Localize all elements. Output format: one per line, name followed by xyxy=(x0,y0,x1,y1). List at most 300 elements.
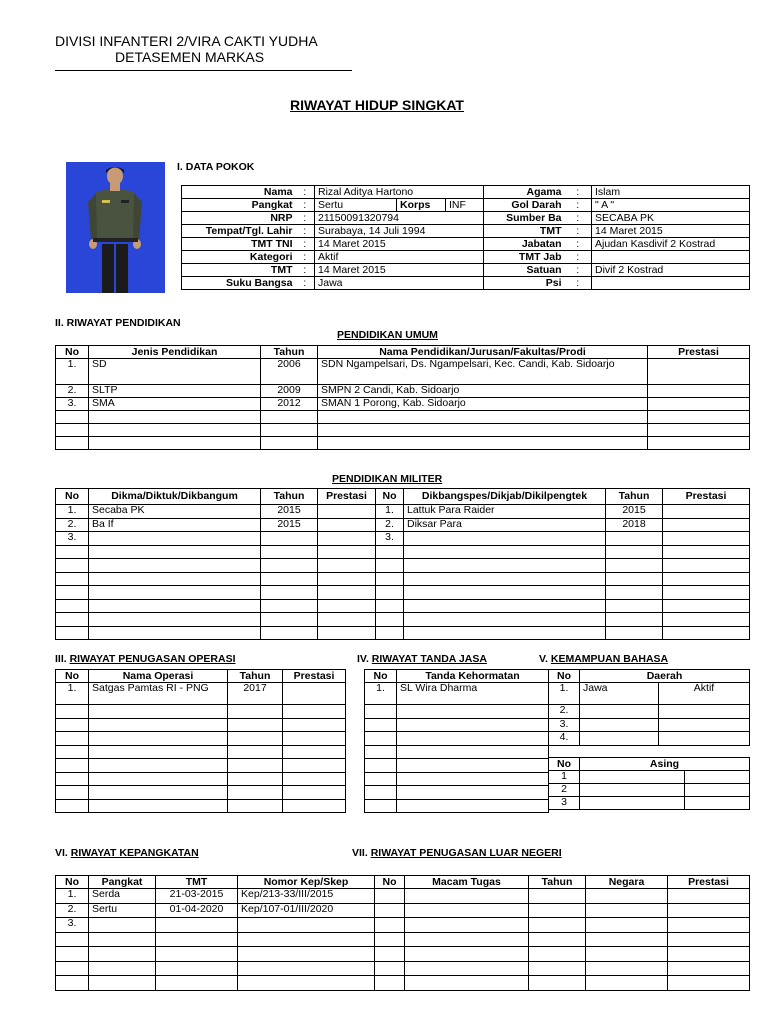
operasi-row xyxy=(56,786,346,800)
kepangkatan-cell xyxy=(89,947,156,962)
data-pokok-row xyxy=(182,264,750,277)
colon: : xyxy=(296,277,315,290)
kepangkatan-cell: 01-04-2020 xyxy=(156,903,238,918)
pendidikan-umum-header: Jenis Pendidikan xyxy=(89,346,261,359)
luar-negeri-row xyxy=(375,947,750,962)
section-luar-negeri-number: VII. xyxy=(352,847,371,859)
pendidikan-militer-cell: 2015 xyxy=(606,505,663,519)
bahasa-daerah-row xyxy=(549,718,750,732)
pendidikan-umum-cell: 2006 xyxy=(261,359,318,385)
pendidikan-umum-header: Tahun xyxy=(261,346,318,359)
kepangkatan-cell: Kep/107-01/III/2020 xyxy=(238,903,375,918)
pendidikan-militer-cell: 2. xyxy=(376,518,404,532)
luar-negeri-cell xyxy=(375,918,405,933)
kepangkatan-header: TMT xyxy=(156,876,238,889)
kepangkatan-cell: Kep/213-33/III/2015 xyxy=(238,889,375,904)
bahasa-daerah-cell xyxy=(580,718,659,732)
pendidikan-umum-cell: 2012 xyxy=(261,398,318,411)
pendidikan-militer-cell xyxy=(606,532,663,546)
pendidikan-militer-cell xyxy=(606,559,663,573)
pendidikan-militer-cell xyxy=(404,599,606,613)
pendidikan-militer-row xyxy=(56,586,750,600)
pendidikan-militer-cell: Ba If xyxy=(89,518,261,532)
field-value: 14 Maret 2015 xyxy=(315,238,484,251)
pendidikan-militer-cell xyxy=(663,572,750,586)
operasi-cell xyxy=(89,732,228,746)
tanda-jasa-row xyxy=(365,705,549,719)
luar-negeri-row xyxy=(375,903,750,918)
kepangkatan-cell xyxy=(156,947,238,962)
pendidikan-militer-cell xyxy=(404,626,606,640)
luar-negeri-cell xyxy=(375,932,405,947)
bahasa-daerah-header: Daerah xyxy=(580,670,750,683)
luar-negeri-cell xyxy=(405,961,529,976)
pendidikan-militer-cell xyxy=(261,599,318,613)
field-label: Pangkat xyxy=(182,199,296,212)
pendidikan-umum-cell xyxy=(318,437,648,450)
section-kepangkatan-label: RIWAYAT KEPANGKATAN xyxy=(70,847,199,859)
kepangkatan-cell xyxy=(56,976,89,991)
operasi-row xyxy=(56,759,346,773)
luar-negeri-cell xyxy=(668,918,750,933)
kepangkatan-row xyxy=(56,889,375,904)
bahasa-daerah-cell xyxy=(659,732,750,746)
luar-negeri-cell xyxy=(375,889,405,904)
tanda-jasa-cell xyxy=(397,772,549,786)
luar-negeri-cell xyxy=(405,976,529,991)
pendidikan-militer-cell xyxy=(89,545,261,559)
bahasa-asing-cell xyxy=(685,771,750,784)
pendidikan-militer-row xyxy=(56,505,750,519)
luar-negeri-cell xyxy=(375,903,405,918)
pendidikan-umum-cell: SDN Ngampelsari, Ds. Ngampelsari, Kec. Candi, Kab. Sidoarjo xyxy=(318,359,648,385)
pendidikan-militer-cell: 1. xyxy=(376,505,404,519)
kepangkatan-row xyxy=(56,961,375,976)
field-value: 14 Maret 2015 xyxy=(315,264,484,277)
field-value: Jawa xyxy=(315,277,484,290)
field-label: Agama xyxy=(484,186,565,199)
pendidikan-militer-row xyxy=(56,626,750,640)
luar-negeri-row xyxy=(375,932,750,947)
colon: : xyxy=(565,238,592,251)
colon: : xyxy=(565,186,592,199)
bahasa-daerah-cell xyxy=(580,732,659,746)
kepangkatan-row xyxy=(56,903,375,918)
pendidikan-umum-cell xyxy=(89,437,261,450)
bahasa-asing-cell: 1 xyxy=(549,771,580,784)
pendidikan-militer-header: Tahun xyxy=(606,489,663,505)
section-operasi-label: RIWAYAT PENUGASAN OPERASI xyxy=(69,653,236,665)
field-label: NRP xyxy=(182,212,296,225)
kepangkatan-cell xyxy=(238,932,375,947)
pendidikan-militer-cell xyxy=(261,545,318,559)
pendidikan-militer-cell xyxy=(89,532,261,546)
pendidikan-umum-cell: 2. xyxy=(56,385,89,398)
operasi-cell xyxy=(283,745,346,759)
kepangkatan-cell: Sertu xyxy=(89,903,156,918)
pendidikan-militer-row xyxy=(56,545,750,559)
data-pokok-row xyxy=(182,238,750,251)
pendidikan-militer-row xyxy=(56,559,750,573)
luar-negeri-header: Prestasi xyxy=(668,876,750,889)
pendidikan-militer-cell xyxy=(318,626,376,640)
luar-negeri-table xyxy=(374,875,750,991)
field-value: Sertu xyxy=(315,199,397,212)
luar-negeri-cell xyxy=(586,961,668,976)
luar-negeri-cell xyxy=(405,932,529,947)
pendidikan-militer-cell xyxy=(663,532,750,546)
operasi-cell xyxy=(228,759,283,773)
pendidikan-militer-cell xyxy=(318,599,376,613)
tanda-jasa-cell xyxy=(365,718,397,732)
pendidikan-militer-cell xyxy=(318,505,376,519)
tanda-jasa-header: Tanda Kehormatan xyxy=(397,670,549,683)
data-pokok-row xyxy=(182,225,750,238)
bahasa-daerah-cell xyxy=(580,705,659,719)
field-label: Kategori xyxy=(182,251,296,264)
pendidikan-militer-row xyxy=(56,613,750,627)
section-operasi-number: III. xyxy=(55,653,70,665)
operasi-cell: 2017 xyxy=(228,683,283,705)
soldier-portrait-icon xyxy=(66,162,165,293)
pendidikan-militer-cell: 2018 xyxy=(606,518,663,532)
bahasa-asing-row xyxy=(549,784,750,797)
kepangkatan-cell xyxy=(56,961,89,976)
bahasa-asing-row xyxy=(549,797,750,810)
pendidikan-militer-cell xyxy=(404,613,606,627)
pendidikan-militer-cell xyxy=(56,626,89,640)
luar-negeri-header: Tahun xyxy=(529,876,586,889)
luar-negeri-cell xyxy=(529,889,586,904)
pendidikan-militer-cell xyxy=(606,545,663,559)
pendidikan-militer-cell xyxy=(376,559,404,573)
kepangkatan-cell xyxy=(89,961,156,976)
pendidikan-militer-header: Dikbangspes/Dikjab/Dikilpengtek xyxy=(404,489,606,505)
pendidikan-umum-cell xyxy=(318,411,648,424)
bahasa-daerah-cell: 4. xyxy=(549,732,580,746)
pendidikan-umum-cell xyxy=(89,424,261,437)
operasi-cell xyxy=(228,772,283,786)
data-pokok-row xyxy=(182,199,750,212)
pendidikan-militer-cell xyxy=(606,626,663,640)
kepangkatan-table xyxy=(55,875,375,991)
document-title: RIWAYAT HIDUP SINGKAT xyxy=(290,97,464,113)
operasi-cell xyxy=(56,718,89,732)
field-label: Satuan xyxy=(484,264,565,277)
kepangkatan-cell xyxy=(89,976,156,991)
bahasa-asing-table xyxy=(548,757,750,810)
luar-negeri-cell xyxy=(586,903,668,918)
luar-negeri-cell xyxy=(586,932,668,947)
pendidikan-militer-header: Prestasi xyxy=(318,489,376,505)
kepangkatan-cell: 21-03-2015 xyxy=(156,889,238,904)
pendidikan-umum-cell xyxy=(261,437,318,450)
kepangkatan-cell: 2. xyxy=(56,903,89,918)
operasi-cell xyxy=(56,772,89,786)
pendidikan-umum-row xyxy=(56,359,750,385)
pendidikan-militer-cell xyxy=(663,559,750,573)
pendidikan-militer-cell xyxy=(261,626,318,640)
bahasa-asing-cell xyxy=(580,784,685,797)
data-pokok-row xyxy=(182,186,750,199)
bahasa-asing-cell: 3 xyxy=(549,797,580,810)
tanda-jasa-cell xyxy=(365,745,397,759)
pendidikan-militer-row xyxy=(56,599,750,613)
luar-negeri-cell xyxy=(529,947,586,962)
operasi-row xyxy=(56,683,346,705)
tanda-jasa-cell xyxy=(397,799,549,813)
colon: : xyxy=(296,251,315,264)
data-pokok-row xyxy=(182,212,750,225)
luar-negeri-cell xyxy=(668,889,750,904)
section-luar-negeri-label: RIWAYAT PENUGASAN LUAR NEGERI xyxy=(370,847,562,859)
pendidikan-militer-cell xyxy=(376,613,404,627)
operasi-row xyxy=(56,732,346,746)
pendidikan-umum-header: Prestasi xyxy=(648,346,750,359)
pendidikan-militer-cell xyxy=(56,572,89,586)
section-tanda-jasa-title xyxy=(357,653,487,665)
operasi-cell xyxy=(89,759,228,773)
pendidikan-umum-cell xyxy=(89,411,261,424)
pendidikan-militer-cell xyxy=(376,572,404,586)
pendidikan-militer-header: No xyxy=(56,489,89,505)
pendidikan-militer-cell: Secaba PK xyxy=(89,505,261,519)
kepangkatan-cell: 3. xyxy=(56,918,89,933)
section-kepangkatan-title xyxy=(55,847,199,859)
operasi-cell xyxy=(283,683,346,705)
field-label: Tempat/Tgl. Lahir xyxy=(182,225,296,238)
data-pokok-row xyxy=(182,277,750,290)
luar-negeri-cell xyxy=(405,903,529,918)
pendidikan-militer-cell xyxy=(404,532,606,546)
kepangkatan-header: No xyxy=(56,876,89,889)
pendidikan-militer-cell xyxy=(89,599,261,613)
luar-negeri-cell xyxy=(529,932,586,947)
pendidikan-umum-cell xyxy=(261,411,318,424)
bahasa-asing-header: No xyxy=(549,758,580,771)
luar-negeri-cell xyxy=(405,889,529,904)
pendidikan-militer-cell xyxy=(261,586,318,600)
operasi-cell xyxy=(228,718,283,732)
field-label: TMT TNI xyxy=(182,238,296,251)
luar-negeri-cell xyxy=(668,903,750,918)
unit-name: DIVISI INFANTERI 2/VIRA CAKTI YUDHA xyxy=(55,33,318,49)
field-label: TMT Jab xyxy=(484,251,565,264)
pendidikan-militer-cell xyxy=(663,613,750,627)
kepangkatan-cell xyxy=(238,918,375,933)
pendidikan-militer-cell xyxy=(663,505,750,519)
section-bahasa-label: KEMAMPUAN BAHASA xyxy=(550,653,669,665)
field-value xyxy=(592,251,750,264)
section-bahasa-title xyxy=(539,653,668,665)
pendidikan-militer-header: Prestasi xyxy=(663,489,750,505)
luar-negeri-cell xyxy=(405,947,529,962)
pendidikan-militer-cell: Lattuk Para Raider xyxy=(404,505,606,519)
pendidikan-militer-header: Tahun xyxy=(261,489,318,505)
pendidikan-militer-cell xyxy=(606,613,663,627)
tanda-jasa-cell xyxy=(397,759,549,773)
operasi-cell xyxy=(283,759,346,773)
kepangkatan-cell xyxy=(156,976,238,991)
pendidikan-militer-cell xyxy=(606,572,663,586)
colon: : xyxy=(565,264,592,277)
pendidikan-militer-cell xyxy=(56,559,89,573)
operasi-header: No xyxy=(56,670,89,683)
operasi-cell xyxy=(228,799,283,813)
field-value: SECABA PK xyxy=(592,212,750,225)
operasi-cell xyxy=(283,705,346,719)
pendidikan-militer-header: Dikma/Diktuk/Dikbangum xyxy=(89,489,261,505)
field-value: " A " xyxy=(592,199,750,212)
pendidikan-militer-cell xyxy=(404,572,606,586)
tanda-jasa-cell xyxy=(365,705,397,719)
pendidikan-militer-cell xyxy=(663,518,750,532)
kepangkatan-cell xyxy=(156,961,238,976)
tanda-jasa-row xyxy=(365,759,549,773)
pendidikan-militer-subtitle: PENDIDIKAN MILITER xyxy=(332,473,443,485)
pendidikan-militer-cell xyxy=(318,572,376,586)
operasi-row xyxy=(56,705,346,719)
pendidikan-umum-cell: 2009 xyxy=(261,385,318,398)
field-label: Nama xyxy=(182,186,296,199)
korps-label: Korps xyxy=(397,199,446,212)
pendidikan-militer-cell xyxy=(663,586,750,600)
pendidikan-umum-cell xyxy=(648,437,750,450)
section-bahasa-number: V. xyxy=(539,653,551,665)
luar-negeri-cell xyxy=(529,918,586,933)
pendidikan-militer-cell xyxy=(376,586,404,600)
bahasa-daerah-cell: Aktif xyxy=(659,683,750,705)
pendidikan-umum-cell xyxy=(261,424,318,437)
pendidikan-militer-cell xyxy=(261,532,318,546)
pendidikan-umum-cell: 1. xyxy=(56,359,89,385)
kepangkatan-cell xyxy=(156,918,238,933)
operasi-header: Prestasi xyxy=(283,670,346,683)
bahasa-asing-cell xyxy=(580,771,685,784)
luar-negeri-cell xyxy=(668,932,750,947)
operasi-cell: Satgas Pamtas RI - PNG xyxy=(89,683,228,705)
pendidikan-militer-row xyxy=(56,518,750,532)
section-tanda-jasa-label: RIWAYAT TANDA JASA xyxy=(371,653,487,665)
tanda-jasa-cell: 1. xyxy=(365,683,397,705)
operasi-row xyxy=(56,799,346,813)
bahasa-daerah-row xyxy=(549,705,750,719)
pendidikan-militer-cell xyxy=(663,599,750,613)
header-divider xyxy=(55,70,352,71)
pendidikan-militer-cell xyxy=(56,586,89,600)
section-data-pokok-title: I. DATA POKOK xyxy=(177,161,255,173)
pendidikan-militer-cell xyxy=(318,532,376,546)
pendidikan-militer-cell xyxy=(56,613,89,627)
pendidikan-militer-cell xyxy=(606,586,663,600)
pendidikan-umum-cell xyxy=(56,424,89,437)
pendidikan-umum-table xyxy=(55,345,750,450)
pendidikan-militer-row xyxy=(56,532,750,546)
luar-negeri-cell xyxy=(586,976,668,991)
colon: : xyxy=(565,225,592,238)
tanda-jasa-row xyxy=(365,745,549,759)
luar-negeri-row xyxy=(375,976,750,991)
pendidikan-militer-cell xyxy=(261,572,318,586)
tanda-jasa-row xyxy=(365,786,549,800)
pendidikan-militer-cell xyxy=(318,586,376,600)
bahasa-daerah-row xyxy=(549,683,750,705)
luar-negeri-cell xyxy=(668,961,750,976)
luar-negeri-row xyxy=(375,918,750,933)
field-value: 14 Maret 2015 xyxy=(592,225,750,238)
pendidikan-umum-cell xyxy=(648,424,750,437)
pendidikan-umum-cell xyxy=(648,385,750,398)
pendidikan-militer-cell xyxy=(404,559,606,573)
pendidikan-umum-cell: SMA xyxy=(89,398,261,411)
kepangkatan-row xyxy=(56,918,375,933)
pendidikan-militer-cell xyxy=(318,559,376,573)
operasi-cell xyxy=(228,786,283,800)
kepangkatan-cell: Serda xyxy=(89,889,156,904)
tanda-jasa-cell xyxy=(397,732,549,746)
operasi-cell xyxy=(283,786,346,800)
operasi-cell xyxy=(56,786,89,800)
bahasa-daerah-cell xyxy=(659,705,750,719)
pendidikan-umum-cell: SLTP xyxy=(89,385,261,398)
field-value: 21150091320794 xyxy=(315,212,484,225)
section-tanda-jasa-number: IV. xyxy=(357,653,372,665)
kepangkatan-cell xyxy=(238,947,375,962)
field-label: Gol Darah xyxy=(484,199,565,212)
luar-negeri-row xyxy=(375,889,750,904)
pendidikan-militer-cell xyxy=(376,626,404,640)
pendidikan-militer-cell xyxy=(404,545,606,559)
operasi-cell xyxy=(228,745,283,759)
bahasa-daerah-cell: 1. xyxy=(549,683,580,705)
pendidikan-militer-cell: 1. xyxy=(56,505,89,519)
personnel-photo xyxy=(66,162,165,293)
field-label: TMT xyxy=(182,264,296,277)
operasi-row xyxy=(56,718,346,732)
operasi-cell xyxy=(283,772,346,786)
colon: : xyxy=(565,277,592,290)
tanda-jasa-row xyxy=(365,732,549,746)
pendidikan-militer-cell xyxy=(261,559,318,573)
field-label: Sumber Ba xyxy=(484,212,565,225)
field-value: Ajudan Kasdivif 2 Kostrad xyxy=(592,238,750,251)
colon: : xyxy=(296,238,315,251)
pendidikan-militer-cell xyxy=(606,599,663,613)
tanda-jasa-cell xyxy=(397,718,549,732)
pendidikan-umum-cell xyxy=(648,411,750,424)
field-value: Rizal Aditya Hartono xyxy=(315,186,484,199)
bahasa-asing-cell: 2 xyxy=(549,784,580,797)
luar-negeri-header: No xyxy=(375,876,405,889)
kepangkatan-cell xyxy=(238,976,375,991)
colon: : xyxy=(296,225,315,238)
operasi-cell xyxy=(283,732,346,746)
operasi-row xyxy=(56,745,346,759)
pendidikan-militer-cell: 2015 xyxy=(261,505,318,519)
kepangkatan-cell xyxy=(56,932,89,947)
kepangkatan-header: Nomor Kep/Skep xyxy=(238,876,375,889)
bahasa-asing-cell xyxy=(580,797,685,810)
pendidikan-militer-cell xyxy=(89,613,261,627)
tanda-jasa-table xyxy=(364,669,549,813)
bahasa-daerah-table xyxy=(548,669,750,746)
field-value: Islam xyxy=(592,186,750,199)
kepangkatan-row xyxy=(56,947,375,962)
luar-negeri-cell xyxy=(668,947,750,962)
tanda-jasa-row xyxy=(365,718,549,732)
pendidikan-umum-row xyxy=(56,398,750,411)
pendidikan-umum-cell: 3. xyxy=(56,398,89,411)
